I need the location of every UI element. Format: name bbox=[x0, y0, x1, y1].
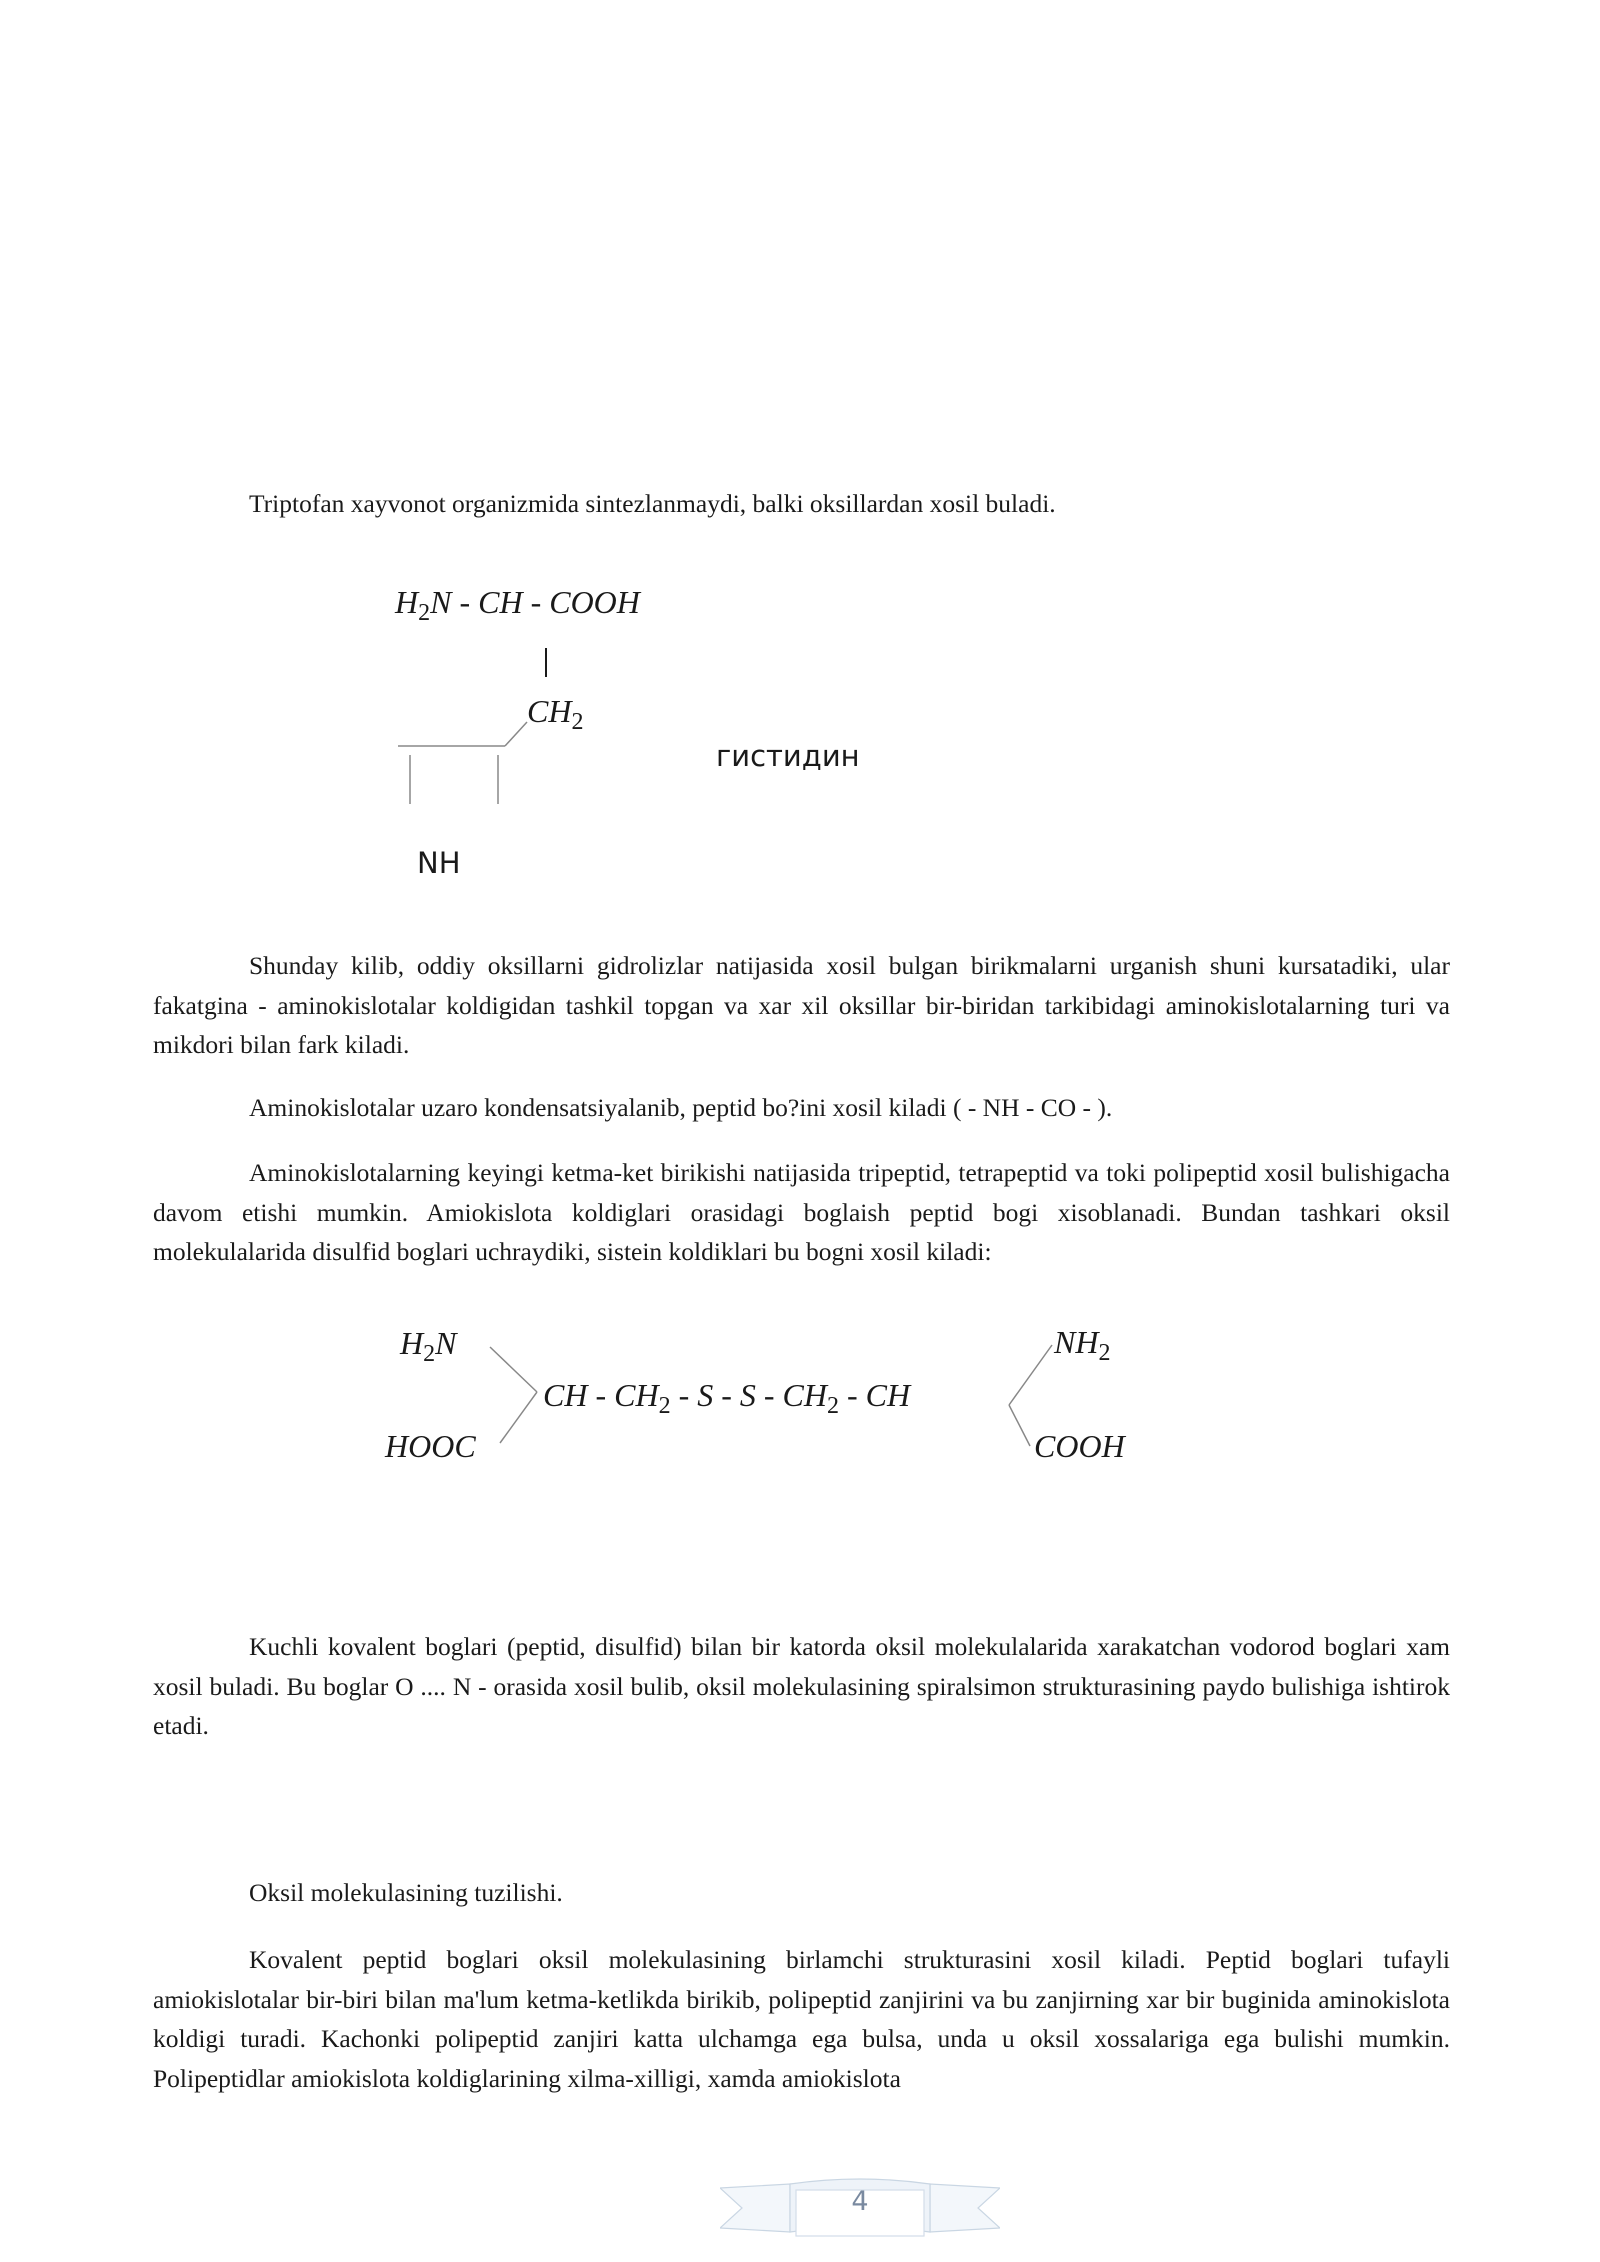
paragraph-peptid: Aminokislotalarning keyingi ketma-ket birikishi natijasida tripeptid, tetrapeptid va toki polipeptid xosil bulishigacha davom etishi mumkin. Amiokislota koldiglari orasidagi boglaish peptid bogi xisoblanadi. Bundan tashkari oksil molekulalarida disulfid boglari uchraydiki, sistein koldiklari bu bogni xosil kiladi: bbox=[153, 1158, 1450, 1266]
cystine-chain-part1: CH - CH bbox=[543, 1377, 659, 1413]
page-number: 4 bbox=[851, 2186, 869, 2217]
cystine-chain-part3: - CH bbox=[838, 1377, 911, 1413]
cystine-h2n-n: N bbox=[435, 1325, 457, 1361]
histidine-ring-diagonal-bond bbox=[505, 722, 527, 746]
cystine-nh: NH bbox=[1054, 1324, 1099, 1360]
paragraph-triptofan: Triptofan xayvonot organizmida sintezlanmaydi, balki oksillardan xosil buladi. bbox=[249, 489, 1056, 518]
cystine-hooc-left: HOOC bbox=[385, 1428, 476, 1464]
cystine-nh-subscript: 2 bbox=[1098, 1340, 1111, 1366]
histidine-h: H bbox=[395, 584, 419, 620]
cystine-h2n-subscript: 2 bbox=[423, 1341, 436, 1367]
cystine-chain-subscript2: 2 bbox=[826, 1393, 839, 1419]
histidine-ch: CH bbox=[527, 693, 572, 729]
paragraph-kuchli: Kuchli kovalent boglari (peptid, disulfid) bilan bir katorda oksil molekulalarida xarakatchan vodorod boglari xam xosil buladi. Bu boglar O .... N - orasida xosil bulib, oksil molekulasining spiralsimon strukturasining paydo bulishiga ishtirok etadi. bbox=[153, 1632, 1450, 1740]
cystine-right-upper-bond bbox=[1009, 1345, 1052, 1405]
histidine-h-subscript: 2 bbox=[418, 600, 431, 626]
histidine-name: гистидин bbox=[716, 739, 860, 773]
cystine-nh2 bbox=[1054, 1324, 1110, 1367]
cystine-chain-subscript1: 2 bbox=[658, 1393, 671, 1419]
histidine-ch-subscript: 2 bbox=[571, 709, 584, 735]
section-heading-oksil: Oksil molekulasining tuzilishi. bbox=[249, 1878, 563, 1907]
cystine-chain-part2: - S - S - CH bbox=[670, 1377, 827, 1413]
cystine-right-lower-bond bbox=[1009, 1405, 1030, 1446]
paragraph-kovalent: Kovalent peptid boglari oksil molekulasining birlamchi strukturasini xosil kiladi. Peptid boglari tufayli amiokislotalar bir-biri bilan ma'lum ketma-ketlikda birikib, polipeptid zanjirini va bu zanjirning xar bir buginida aminokislota koldigi turadi. Kachonki polipeptid zanjiri katta ulchamga ega bulsa, unda u oksil xossalariga ega bulishi mumkin. Polipeptidlar amiokislota koldiglarining xilma-xilligi, xamda amiokislota bbox=[153, 1945, 1450, 2093]
cystine-left-upper-bond bbox=[490, 1347, 537, 1392]
histidine-nh: NH bbox=[417, 846, 461, 880]
cystine-left-lower-bond bbox=[500, 1392, 537, 1443]
cystine-main-chain bbox=[543, 1377, 910, 1420]
histidine-chain: N - CH - COOH bbox=[430, 584, 640, 620]
cystine-h2n bbox=[400, 1325, 456, 1368]
cystine-cooh-right: COOH bbox=[1034, 1428, 1125, 1464]
cystine-h2n-h: H bbox=[400, 1325, 424, 1361]
paragraph-shunday: Shunday kilib, oddiy oksillarni gidrolizlar natijasida xosil bulgan birikmalarni urganish shuni kursatadiki, ular fakatgina - aminokislotalar koldigidan tashkil topgan va xar xil oksillar bir-biridan tarkibidagi aminokislotalarning turi va mikdori bilan fark kiladi. bbox=[153, 951, 1450, 1059]
paragraph-aminokislotalar: Aminokislotalar uzaro kondensatsiyalanib, peptid bo?ini xosil kiladi ( - NH - CO - ). bbox=[249, 1093, 1113, 1122]
